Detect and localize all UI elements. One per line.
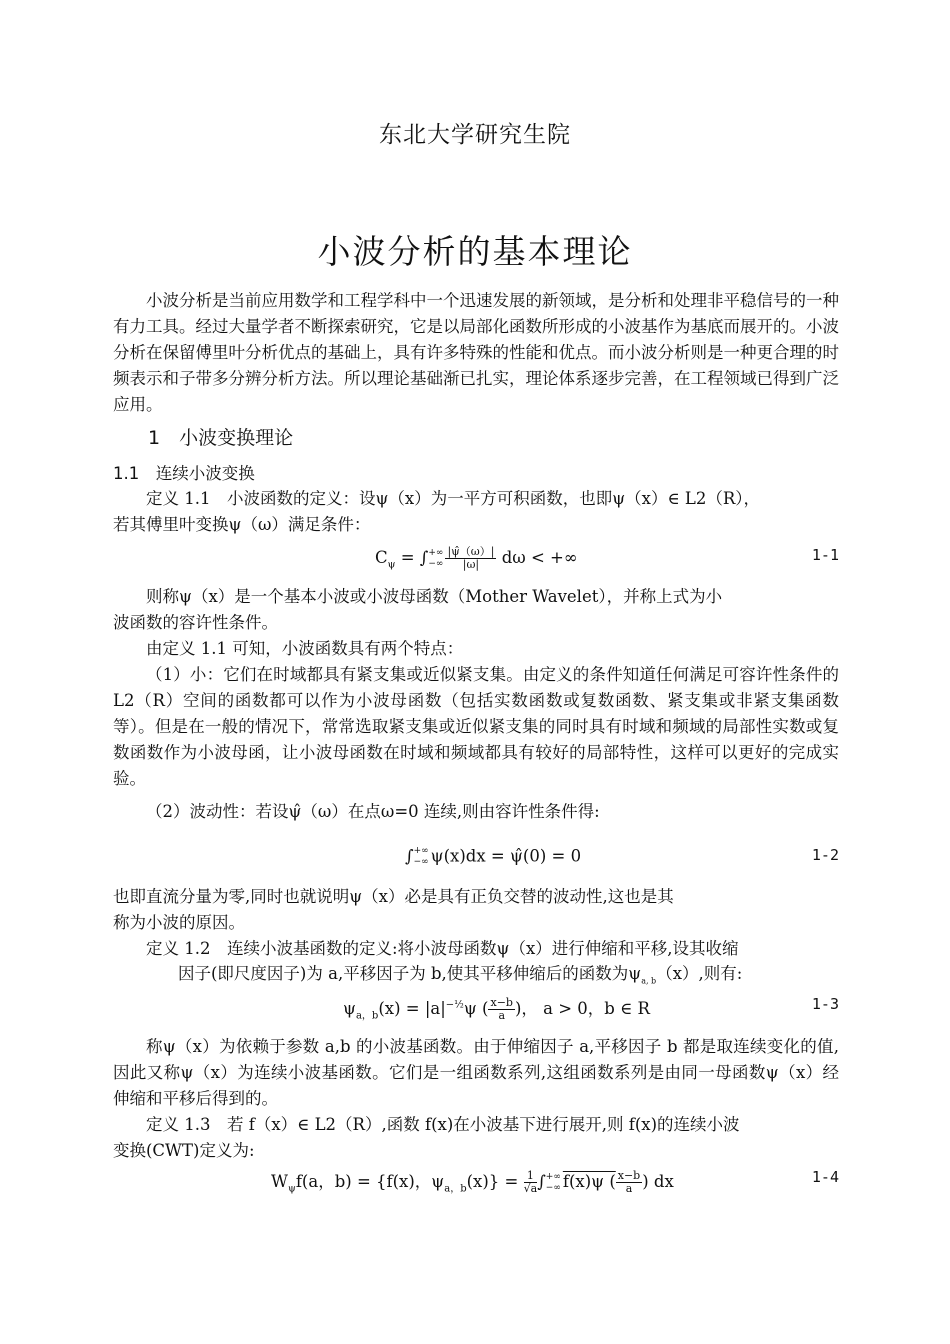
definition-1-1 <box>113 486 839 538</box>
eq1-lhs: C <box>375 548 388 567</box>
section-heading-1-1: 1.1 连续小波变换 <box>113 464 255 483</box>
two-features-intro: 由定义 1.1 可知，小波函数具有两个特点： <box>146 639 464 658</box>
eq1-lhs-sub: ψ <box>387 559 396 571</box>
equation-1-4 <box>113 1168 839 1198</box>
eq1-lower-limit: −∞ <box>428 558 444 569</box>
eq4-lhs-sub: ψ <box>287 1183 296 1195</box>
definition-1-1-line1: 定义 1.1 小波函数的定义：设ψ（x）为一平方可积函数，也即ψ（x）∈ L2（R）， <box>146 489 761 508</box>
def12-line2-tail: （x）,则有: <box>656 964 743 983</box>
equation-1-2-formula: ∫ +∞ −∞ ψ(x)dx = ψ̂(0) = 0 <box>405 846 582 867</box>
after-eq1-line1: 则称ψ（x）是一个基本小波或小波母函数（Mother Wavelet），并称上式为小 <box>146 587 723 606</box>
eq1-fraction <box>445 546 496 571</box>
after-eq3-block <box>113 1034 839 1164</box>
section-heading-1: 1 小波变换理论 <box>148 427 294 449</box>
page-title: 小波分析的基本理论 <box>317 232 633 271</box>
eq2-body: ψ(x)dx = ψ̂(0) = 0 <box>430 846 582 866</box>
eq4-sub2: a，b <box>444 1183 467 1195</box>
eq4-part4: ) dx <box>642 1172 674 1191</box>
eq1-rhs: dω < +∞ <box>501 548 578 567</box>
eq4-fraction <box>616 1170 642 1195</box>
def12-line2-sub: a, b <box>641 976 657 986</box>
after-eq1-line2: 波函数的容许性条件。 <box>113 613 278 632</box>
eq3-denominator: a <box>498 1009 505 1022</box>
feature-2-block <box>113 799 839 825</box>
feature-1-paragraph: （1）小：它们在时域都具有紧支集或近似紧支集。由定义的条件知道任何满足可容许性条件的 L2（R）空间的函数都可以作为小波母函数（包括实数函数或复数函数、紧支集或非紧支集函数等）。但是在一般的情况下，常常选取紧支集或近似紧支集的同时具有时域和频域的局部性实数或复数函数作为小波母函，让小波母函数在时域和频域都具有较好的局部特性，这样可以更好的完成实验。 <box>113 665 839 788</box>
eq2-upper-limit: +∞ <box>413 846 429 856</box>
definition-1-3-line2: 变换(CWT)定义为: <box>113 1141 255 1160</box>
after-eq2-line2: 称为小波的原因。 <box>113 913 245 932</box>
eq1-numerator: |ψ̂（ω）| <box>447 545 495 558</box>
definition-1-3-line1: 定义 1.3 若 f（x）∈ L2（R）,函数 f(x)在小波基下进行展开,则 f(x)的连续小波 <box>146 1115 740 1134</box>
definition-1-2-line2 <box>178 960 742 985</box>
eq4-prefactor <box>524 1170 538 1195</box>
after-eq2-line1: 也即直流分量为零,同时也就说明ψ（x）必是具有正负交替的波动性,这也是其 <box>113 887 674 906</box>
eq4-part1: f(a，b) = {f(x)，ψ <box>295 1172 445 1191</box>
eq4-part3: f(x)ψ ( <box>562 1172 616 1191</box>
intro-paragraph-block <box>113 288 839 418</box>
equation-1-4-formula: $W_\psi f(a$，b) = {f(x)，$\psi_{a,b}(x)$} = $\frac{1}{√a}$ ∫ +∞ −∞ f(x)ψ ( $\frac{x-b}{a}$ ) dx <box>271 1169 674 1195</box>
after-eq3-paragraph: 称ψ（x）为依赖于参数 a,b 的小波基函数。由于伸缩因子 a,平移因子 b 都是取连续变化的值,因此又称ψ（x）为连续小波基函数。它们是一组函数系列,这组函数系列是由同一母函数ψ（x）经伸缩和平移后得到的。 <box>113 1037 839 1108</box>
after-eq1-block <box>113 584 839 792</box>
intro-paragraph: 小波分析是当前应用数学和工程学科中一个迅速发展的新领域，是分析和处理非平稳信号的一种有力工具。经过大量学者不断探索研究，它是以局部化函数所形成的小波基作为基底而展开的。小波分析在保留傅里叶分析优点的基础上，具有许多特殊的性能和优点。而小波分析则是一种更合理的时频表示和子带多分辨分析方法。所以理论基础渐已扎实，理论体系逐步完善，在工程领域已得到广泛应用。 <box>113 291 839 414</box>
equation-1-4-number: 1-4 <box>811 1168 839 1186</box>
after-eq2-block <box>113 884 839 962</box>
eq1-upper-limit: +∞ <box>428 547 444 558</box>
eq4-part2: (x)} = <box>466 1172 519 1191</box>
eq4-upper-limit: +∞ <box>545 1171 561 1182</box>
equation-1-1 <box>113 546 839 576</box>
def12-line2-text: 因子(即尺度因子)为 a,平移因子为 b,使其平移伸缩后的函数为ψ <box>178 964 642 983</box>
eq3-fraction <box>488 997 514 1022</box>
eq4-numerator: x−b <box>617 1169 641 1182</box>
eq1-denominator: |ω| <box>462 558 480 571</box>
equation-1-1-number: 1-1 <box>811 546 839 564</box>
equation-1-3 <box>113 995 839 1025</box>
eq4-prefactor-den: √a <box>523 1182 538 1195</box>
definition-1-2-line1: 定义 1.2 连续小波基函数的定义:将小波母函数ψ（x）进行伸缩和平移,设其收缩 <box>146 939 739 958</box>
equation-1-2-number: 1-2 <box>811 846 839 864</box>
eq1-mid: = ∫ <box>400 548 429 567</box>
eq3-numerator: x−b <box>490 996 513 1009</box>
equation-1-3-number: 1-3 <box>811 995 839 1013</box>
eq3-body3: )， a > 0，b ∈ R <box>514 999 650 1018</box>
equation-1-3-formula <box>343 995 650 1022</box>
eq3-body1: (x) = |a| <box>378 999 446 1018</box>
eq2-lower-limit: −∞ <box>413 857 429 867</box>
eq4-lhs: W <box>271 1172 288 1191</box>
eq4-lower-limit: −∞ <box>545 1182 561 1193</box>
eq4-prefactor-num: 1 <box>524 1170 538 1183</box>
institution-header: 东北大学研究生院 <box>379 122 571 148</box>
eq3-body2: ψ ( <box>463 999 489 1018</box>
eq3-sub: a，b <box>355 1010 379 1022</box>
eq3-psi: ψ <box>343 999 356 1018</box>
eq4-conjugate-part <box>562 1169 642 1195</box>
feature-2-paragraph: （2）波动性：若设ψ̂（ω）在点ω=0 连续,则由容许性条件得: <box>146 802 600 821</box>
eq4-denominator: a <box>625 1182 633 1195</box>
eq3-exp: −½ <box>445 999 464 1011</box>
definition-1-1-line2: 若其傅里叶变换ψ（ω）满足条件： <box>113 515 371 534</box>
equation-1-1-formula <box>375 546 578 571</box>
equation-1-2 <box>113 846 839 876</box>
